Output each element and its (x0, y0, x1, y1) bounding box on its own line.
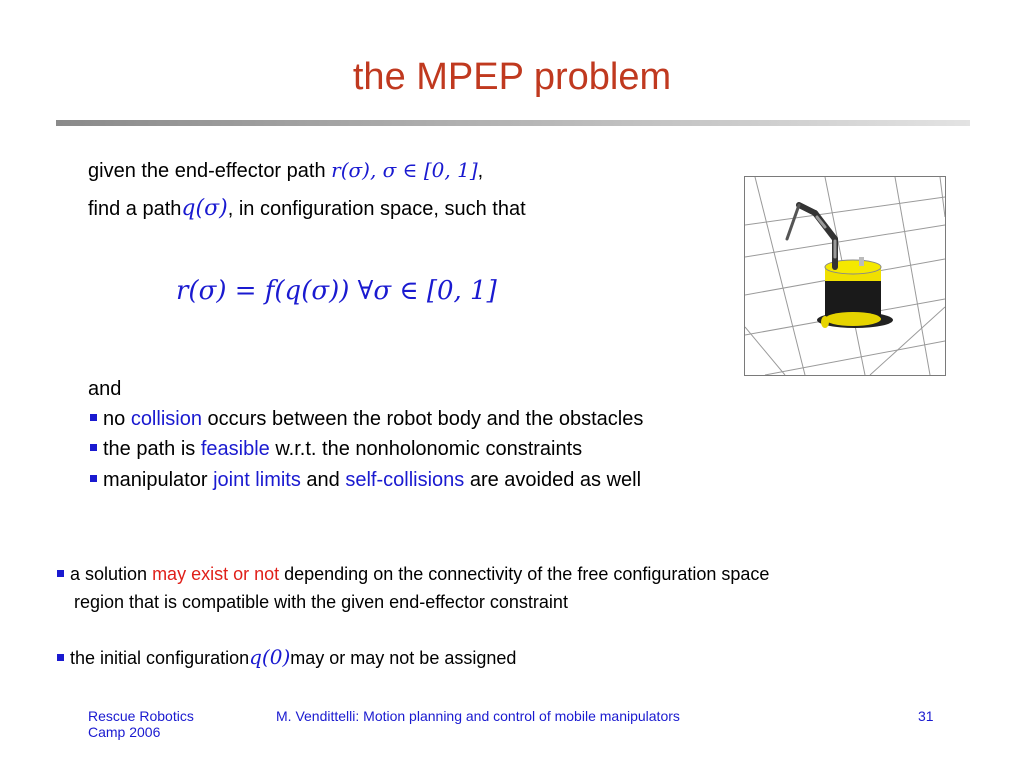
bullet-text: the path is (103, 438, 201, 460)
slide-title: the MPEP problem (352, 56, 672, 98)
title-divider (56, 120, 970, 126)
highlight-feasible: feasible (200, 438, 270, 460)
bullet-joint-limits (90, 469, 641, 492)
footer-author: M. Vendittelli: Motion planning and control of mobile manipulators (276, 708, 680, 724)
highlight-may-exist: may exist or not (152, 564, 280, 584)
bullet-marker (57, 654, 64, 661)
given-path-line (88, 158, 483, 183)
highlight-collision: collision (130, 408, 202, 430)
config-path-math: q(σ) (181, 196, 228, 221)
mobile-manipulator-illustration (745, 177, 945, 375)
and-label: and (88, 378, 122, 400)
bullet-marker (90, 444, 97, 451)
bullet-marker (90, 475, 97, 482)
note-initial-config (57, 645, 516, 669)
given-path-comma: , (477, 160, 484, 182)
slide-number: 31 (918, 708, 934, 724)
footer-event-line1: Rescue Robotics (88, 708, 194, 724)
robot-base-ring (825, 312, 881, 326)
note-text: a solution (70, 564, 153, 584)
bullet-marker (90, 414, 97, 421)
note-text: the initial configuration (70, 648, 250, 668)
note-solution (57, 564, 769, 585)
note-solution-line2: region that is compatible with the given end-effector constraint (74, 592, 568, 612)
manipulator-arm (799, 205, 835, 267)
footer-event (88, 708, 194, 740)
highlight-self-collisions: self-collisions (345, 469, 465, 491)
find-path-rest: , in configuration space, such that (227, 198, 526, 220)
end-effector-path-math: r(σ), σ ∈ [0, 1] (331, 158, 478, 182)
constraint-equation: r(σ) = f(q(σ)) ∀σ ∈ [0, 1] (176, 276, 497, 306)
bullet-feasible (90, 438, 582, 461)
bullet-text: manipulator (103, 469, 214, 491)
bullet-marker (57, 570, 64, 577)
bullet-text: occurs between the robot body and the obstacles (201, 408, 644, 430)
bullet-text: no (103, 408, 131, 430)
highlight-joint-limits: joint limits (213, 469, 301, 491)
bullet-collision (90, 408, 643, 431)
find-path-text: find a path (88, 198, 182, 220)
footer-event-line2: Camp 2006 (88, 724, 161, 740)
bullet-text: w.r.t. the nonholonomic constraints (269, 438, 583, 460)
robot-image (744, 176, 946, 376)
bullet-text: and (300, 469, 346, 491)
bullet-text: are avoided as well (464, 469, 642, 491)
end-effector (787, 205, 799, 239)
find-path-line (88, 196, 526, 221)
given-path-text: given the end-effector path (88, 160, 332, 182)
initial-config-math: q(0) (249, 645, 291, 669)
note-text: depending on the connectivity of the free configuration space (279, 564, 770, 584)
robot-wheel (821, 316, 829, 328)
robot-sensor (859, 257, 864, 266)
note-text: may or may not be assigned (290, 648, 517, 668)
